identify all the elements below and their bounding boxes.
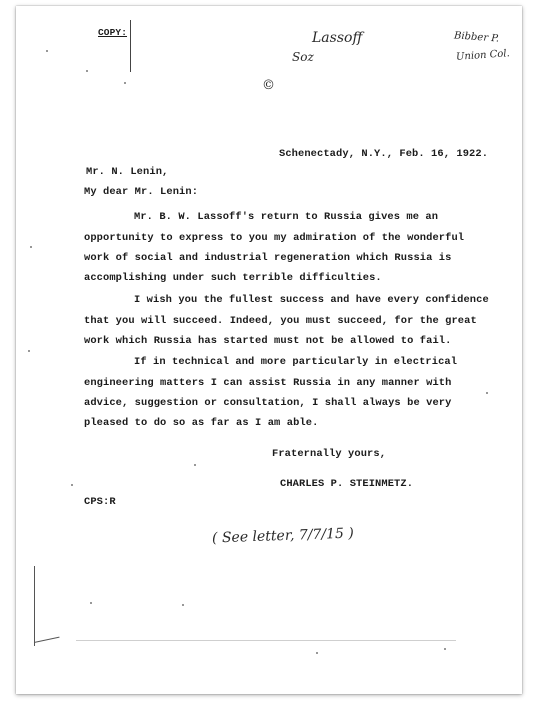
- paragraph-2-line-2: that you will succeed. Indeed, you must succeed, for the great: [84, 315, 477, 327]
- copy-mark: [130, 20, 131, 72]
- document-page: [16, 6, 522, 694]
- scan-speck: [316, 652, 318, 654]
- paragraph-1-line-1: Mr. B. W. Lassoff's return to Russia gives me an: [134, 211, 439, 223]
- scan-speck: [486, 392, 488, 394]
- scan-speck: [30, 246, 32, 248]
- handwritten-top-right-2: Union Col.: [455, 48, 511, 63]
- paragraph-1-line-4: accomplishing under such terrible difficulties.: [84, 272, 382, 284]
- recipient: Mr. N. Lenin,: [86, 166, 169, 178]
- paragraph-3-line-2: engineering matters I can assist Russia in any manner with: [84, 377, 452, 389]
- handwritten-lassoff: Lassoff: [312, 30, 363, 46]
- paragraph-3-line-3: advice, suggestion or consultation, I shall always be very: [84, 397, 452, 409]
- closing: Fraternally yours,: [272, 448, 387, 460]
- scan-speck: [182, 604, 184, 606]
- initials: CPS:R: [84, 496, 116, 508]
- scan-speck: [124, 82, 126, 84]
- handwritten-see-letter: ( See letter, 7/7/15 ): [211, 525, 355, 547]
- paragraph-1-line-3: work of social and industrial regeneration which Russia is: [84, 252, 452, 264]
- copy-label: COPY:: [98, 27, 128, 38]
- scan-speck: [46, 50, 48, 52]
- circle-mark: ©: [262, 78, 275, 93]
- scan-speck: [28, 350, 30, 352]
- paragraph-2-line-3: work which Russia has started must not be allowed to fail.: [84, 335, 452, 347]
- scan-speck: [90, 602, 92, 604]
- scan-speck: [71, 484, 73, 486]
- signature: CHARLES P. STEINMETZ.: [280, 478, 414, 490]
- scan-speck: [194, 464, 196, 466]
- paragraph-2-line-1: I wish you the fullest success and have every confidence: [134, 294, 489, 306]
- paragraph-1-line-2: opportunity to express to you my admiration of the wonderful: [84, 232, 465, 244]
- bottom-rule: [76, 640, 456, 641]
- place-date: Schenectady, N.Y., Feb. 16, 1922.: [279, 148, 489, 160]
- paragraph-3-line-1: If in technical and more particularly in electrical: [134, 356, 458, 368]
- left-margin-curve: [34, 637, 60, 643]
- handwritten-soz: Soz: [292, 50, 314, 64]
- handwritten-top-right: Bibber P.: [453, 30, 500, 45]
- scan-speck: [86, 70, 88, 72]
- scan-speck: [444, 648, 446, 650]
- paragraph-3-line-4: pleased to do so as far as I am able.: [84, 417, 319, 429]
- left-margin-mark: [34, 566, 35, 646]
- salutation: My dear Mr. Lenin:: [84, 186, 199, 198]
